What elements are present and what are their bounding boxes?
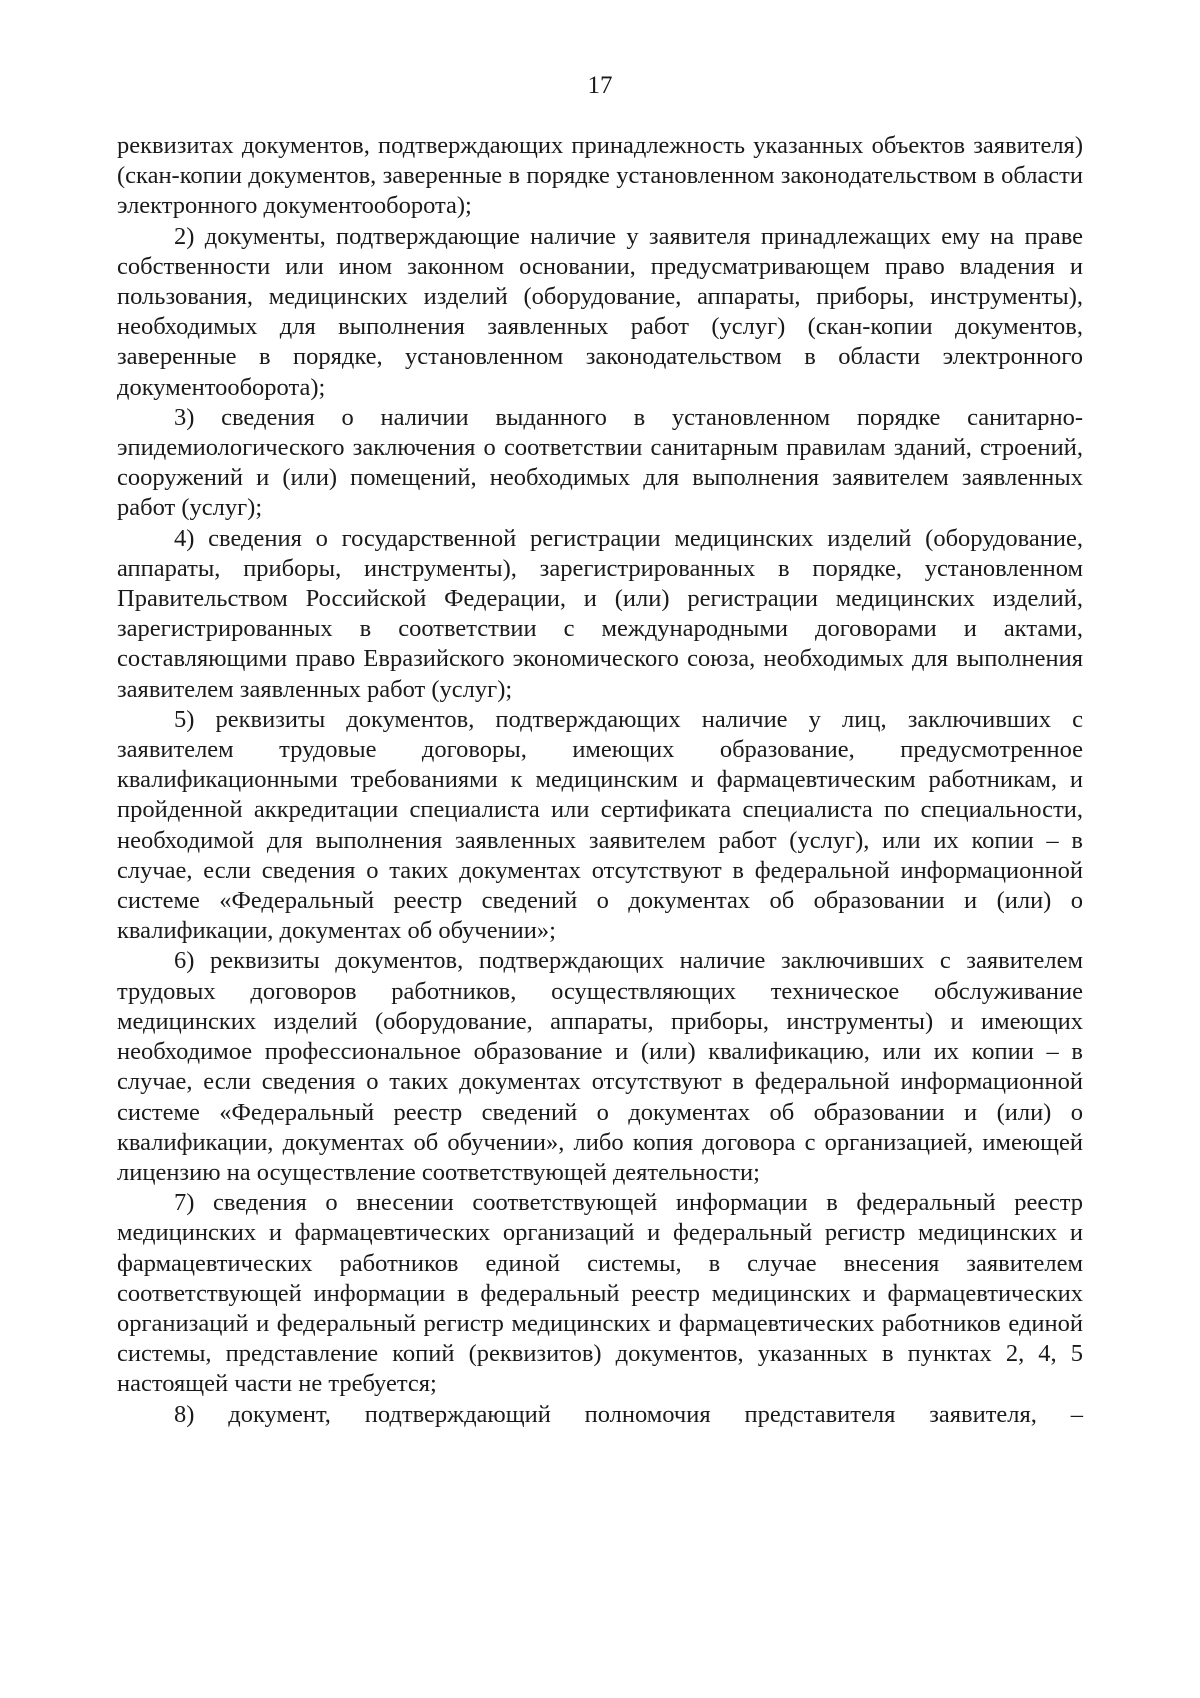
- paragraph-item-7: 7) сведения о внесении соответствующей информации в федеральный реестр медицинских и фармацевтических организаций и федеральный регистр медицинских и фармацевтических работников единой системы, в случае внесения заявителем соответствующей информации в федеральный реестр медицинских и фармацевтических организаций и федеральный регистр медицинских и фармацевтических работников единой системы, представление копий (реквизитов) документов, указанных в пунктах 2, 4, 5 настоящей части не требуется;: [117, 1189, 1083, 1398]
- paragraph-item-8: 8) документ, подтверждающий полномочия представителя заявителя, –: [174, 1400, 1083, 1428]
- paragraph-continuation: реквизитах документов, подтверждающих принадлежность указанных объектов заявителя) (скан-копии документов, заверенные в порядке установленном законодательством в области электронного документооборота);: [117, 132, 1083, 220]
- page-number: 17: [587, 72, 613, 99]
- paragraph-item-4: 4) сведения о государственной регистрации медицинских изделий (оборудование, аппараты, приборы, инструменты), зарегистрированных в порядке, установленном Правительством Российской Федерации, и (или) регистрации медицинских изделий, зарегистрированных в соответствии с международными договорами и актами, составляющими право Евразийского экономического союза, необходимых для выполнения заявителем заявленных работ (услуг);: [117, 524, 1083, 703]
- document-body: [117, 131, 1083, 1430]
- paragraph-item-5: 5) реквизиты документов, подтверждающих наличие у лиц, заключивших с заявителем трудовые договоры, имеющих образование, предусмотренное квалификационными требованиями к медицинским и фармацевтическим работникам, и пройденной аккредитации специалиста или сертификата специалиста по специальности, необходимой для выполнения заявленных заявителем работ (услуг), или их копии – в случае, если сведения о таких документах отсутствуют в федеральной информационной системе «Федеральный реестр сведений о документах об образовании и (или) о квалификации, документах об обучении»;: [117, 705, 1083, 945]
- paragraph-item-6: 6) реквизиты документов, подтверждающих наличие заключивших с заявителем трудовых договоров работников, осуществляющих техническое обслуживание медицинских изделий (оборудование, аппараты, приборы, инструменты) и имеющих необходимое профессиональное образование и (или) квалификацию, или их копии – в случае, если сведения о таких документах отсутствуют в федеральной информационной системе «Федеральный реестр сведений о документах об образовании и (или) о квалификации, документах об обучении», либо копия договора с организацией, имеющей лицензию на осуществление соответствующей деятельности;: [117, 947, 1083, 1186]
- paragraph-item-3: 3) сведения о наличии выданного в установленном порядке санитарно-эпидемиологического заключения о соответствии санитарным правилам зданий, строений, сооружений и (или) помещений, необходимых для выполнения заявителем заявленных работ (услуг);: [117, 403, 1083, 522]
- paragraph-item-2: 2) документы, подтверждающие наличие у заявителя принадлежащих ему на праве собственности или ином законном основании, предусматривающем право владения и пользования, медицинских изделий (оборудование, аппараты, приборы, инструменты), необходимых для выполнения заявленных работ (услуг) (скан-копии документов, заверенные в порядке, установленном законодательством в области электронного документооборота);: [117, 222, 1083, 401]
